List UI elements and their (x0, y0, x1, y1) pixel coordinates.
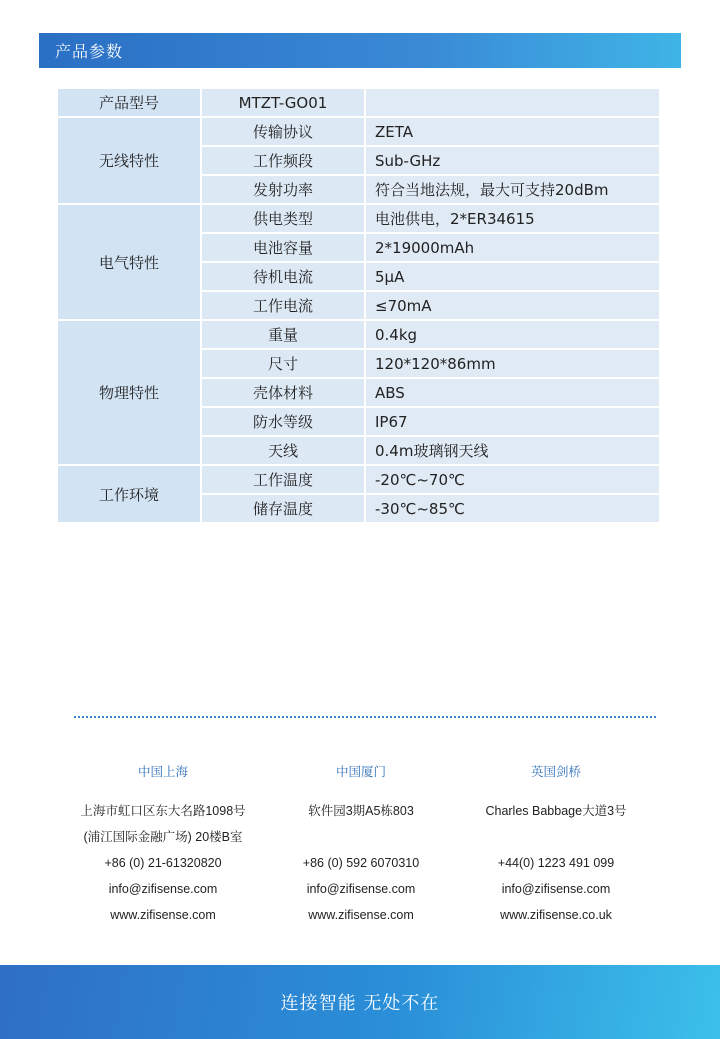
param-value: ABS (366, 379, 659, 406)
param-value: -30℃~85℃ (366, 495, 659, 522)
office-phone: +86 (0) 21-61320820 (104, 856, 222, 870)
office-phone: +44(0) 1223 491 099 (497, 856, 615, 870)
office-address-line2 (456, 828, 656, 854)
table-row (58, 205, 659, 232)
param-label: 防水等级 (202, 408, 364, 435)
table-row (58, 118, 659, 145)
param-value: 5μA (366, 263, 659, 290)
param-value: 0.4kg (366, 321, 659, 348)
param-value: 0.4m玻璃钢天线 (366, 437, 659, 464)
param-label: 尺寸 (202, 350, 364, 377)
param-value: 120*120*86mm (366, 350, 659, 377)
param-label: 供电类型 (202, 205, 364, 232)
param-label: 发射功率 (202, 176, 364, 203)
office-address-line2: (浦江国际金融广场) 20楼B室 (83, 830, 243, 844)
office-email[interactable]: info@zifisense.com (108, 882, 218, 896)
category-cell: 电气特性 (58, 205, 200, 319)
category-cell: 物理特性 (58, 321, 200, 464)
office-address: 上海市虹口区东大名路1098号 (80, 804, 246, 818)
office-website[interactable]: www.zifisense.com (110, 908, 216, 922)
category-cell: 工作环境 (58, 466, 200, 522)
param-value: 2*19000mAh (366, 234, 659, 261)
param-label: 储存温度 (202, 495, 364, 522)
office-city: 中国厦门 (335, 765, 386, 779)
divider (74, 716, 656, 718)
model-value: MTZT-GO01 (202, 89, 364, 116)
office-website[interactable]: www.zifisense.com (308, 908, 414, 922)
param-label: 电池容量 (202, 234, 364, 261)
footer-band (0, 965, 720, 1039)
param-label: 重量 (202, 321, 364, 348)
param-label: 传输协议 (202, 118, 364, 145)
office-website[interactable]: www.zifisense.co.uk (500, 908, 612, 922)
param-label: 壳体材料 (202, 379, 364, 406)
param-value: -20℃~70℃ (366, 466, 659, 493)
office-email[interactable]: info@zifisense.com (306, 882, 416, 896)
param-value: 符合当地法规，最大可支持20dBm (366, 176, 659, 203)
footer-slogan: 连接智能 无处不在 (280, 993, 440, 1014)
office-phone: +86 (0) 592 6070310 (302, 856, 420, 870)
office-address: Charles Babbage大道3号 (485, 804, 627, 818)
param-label: 待机电流 (202, 263, 364, 290)
product-params-table (56, 87, 661, 524)
table-row (58, 321, 659, 348)
param-value: ZETA (366, 118, 659, 145)
param-value: Sub-GHz (366, 147, 659, 174)
model-label: 产品型号 (58, 89, 200, 116)
section-title: 产品参数 (55, 42, 124, 61)
table-row (58, 89, 659, 116)
category-cell: 无线特性 (58, 118, 200, 203)
table-row (58, 466, 659, 493)
param-label: 工作温度 (202, 466, 364, 493)
office-address-line2 (261, 828, 461, 854)
section-header (39, 33, 681, 68)
office-email[interactable]: info@zifisense.com (501, 882, 611, 896)
office-column (63, 762, 263, 932)
param-value: IP67 (366, 408, 659, 435)
param-value: ≤70mA (366, 292, 659, 319)
param-value: 电池供电，2*ER34615 (366, 205, 659, 232)
office-column (261, 762, 461, 932)
office-address: 软件园3期A5栋803 (308, 804, 414, 818)
param-label: 工作频段 (202, 147, 364, 174)
model-empty-cell (366, 89, 659, 116)
office-column (456, 762, 656, 932)
office-city: 英国剑桥 (530, 765, 581, 779)
param-label: 工作电流 (202, 292, 364, 319)
param-label: 天线 (202, 437, 364, 464)
office-city: 中国上海 (137, 765, 188, 779)
